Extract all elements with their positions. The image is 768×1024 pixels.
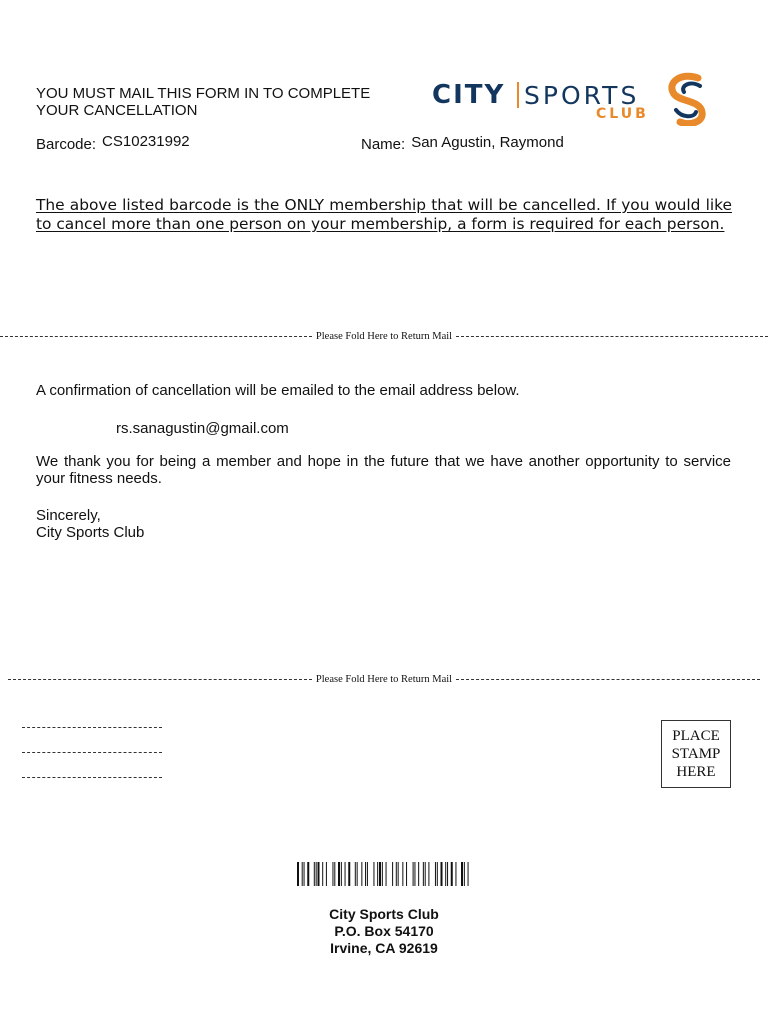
fold-dash (8, 679, 312, 680)
barcode-bar (365, 862, 366, 886)
fold-dash (0, 336, 312, 337)
barcode-bar (464, 862, 465, 886)
barcode-bar (418, 862, 419, 886)
barcode-bar (386, 862, 387, 886)
barcode-bar (338, 862, 340, 886)
barcode-bar (357, 862, 358, 886)
mail-instruction (36, 85, 370, 119)
logo-divider (517, 82, 519, 108)
barcode-bar (332, 862, 333, 886)
barcode-bar (435, 862, 436, 886)
return-address-line1: City Sports Club (329, 906, 439, 922)
barcode-bar (379, 862, 381, 886)
logo-city-text: CITY (432, 80, 506, 110)
postal-barcode-icon (297, 862, 469, 886)
barcode-bar (304, 862, 305, 886)
mail-instruction-line1: YOU MUST MAIL THIS FORM IN TO COMPLETE (36, 85, 371, 102)
barcode-bar (437, 862, 438, 886)
barcode-bar (314, 862, 315, 886)
barcode-bar (297, 862, 299, 886)
stamp-box (661, 720, 731, 788)
sender-address-line (22, 777, 162, 778)
fold-dash (456, 336, 768, 337)
barcode-bar (334, 862, 335, 886)
barcode-bar (318, 862, 320, 886)
signature-text: City Sports Club (36, 524, 145, 541)
barcode-bar (468, 862, 469, 886)
barcode-bar (302, 862, 303, 886)
barcode-bar (316, 862, 317, 886)
barcode-bar (414, 862, 415, 886)
barcode-value: CS10231992 (102, 133, 190, 150)
barcode-bar (406, 862, 407, 886)
fold-label: Please Fold Here to Return Mail (315, 674, 453, 685)
barcode-bar (445, 862, 446, 886)
fold-line-top (0, 331, 768, 342)
barcode-label: Barcode: (36, 136, 97, 153)
barcode-bar (425, 862, 426, 886)
cancellation-notice: The above listed barcode is the ONLY membership that will be cancelled. If you would like to cancel more than one person on your membership, a form is required for each person. (36, 196, 732, 233)
barcode-field (36, 133, 190, 153)
barcode-bar (326, 862, 327, 886)
barcode-bar (402, 862, 403, 886)
swoosh-logo-icon (660, 72, 710, 126)
barcode-bar (382, 862, 383, 886)
fold-dash (456, 679, 760, 680)
barcode-bar (413, 862, 414, 886)
city-sports-club-logo (430, 72, 710, 128)
barcode-bar (373, 862, 374, 886)
barcode-bar (355, 862, 356, 886)
logo-club-text: CLUB (596, 106, 649, 122)
stamp-line2: STAMP (671, 746, 721, 762)
signature-block (36, 507, 144, 541)
barcode-bar (455, 862, 456, 886)
stamp-line3: HERE (676, 764, 716, 780)
barcode-bar (348, 862, 350, 886)
barcode-bar (428, 862, 429, 886)
barcode-bar (447, 862, 448, 886)
name-value: San Agustin, Raymond (411, 134, 564, 151)
barcode-bar (361, 862, 362, 886)
barcode-bar (441, 862, 443, 886)
return-address-line3: Irvine, CA 92619 (330, 940, 438, 956)
fold-line-bottom (8, 674, 760, 685)
return-address-line2: P.O. Box 54170 (334, 923, 434, 939)
barcode-bar (377, 862, 378, 886)
name-field (361, 136, 564, 153)
barcode-bar (392, 862, 393, 886)
barcode-bar (341, 862, 342, 886)
confirmation-text: A confirmation of cancellation will be emailed to the email address below. (36, 382, 520, 399)
barcode-bar (451, 862, 453, 886)
barcode-bar (461, 862, 463, 886)
fold-label: Please Fold Here to Return Mail (315, 331, 453, 342)
barcode-bar (345, 862, 346, 886)
barcode-bar (367, 862, 368, 886)
sender-address-line (22, 727, 162, 728)
logo-sports-text: SPORTS (524, 81, 640, 110)
return-address (284, 906, 484, 957)
barcode-bar (423, 862, 424, 886)
mail-instruction-line2: YOUR CANCELLATION (36, 102, 198, 119)
barcode-bar (322, 862, 323, 886)
name-label: Name: (361, 136, 406, 153)
barcode-bar (396, 862, 397, 886)
email-address: rs.sanagustin@gmail.com (116, 420, 289, 437)
stamp-line1: PLACE (672, 728, 720, 744)
sender-address-line (22, 752, 162, 753)
thank-you-text: We thank you for being a member and hope in the future that we have another opportunity to service your fitness needs. (36, 453, 731, 487)
barcode-bar (398, 862, 399, 886)
barcode-bar (307, 862, 309, 886)
closing-text: Sincerely, (36, 507, 101, 524)
